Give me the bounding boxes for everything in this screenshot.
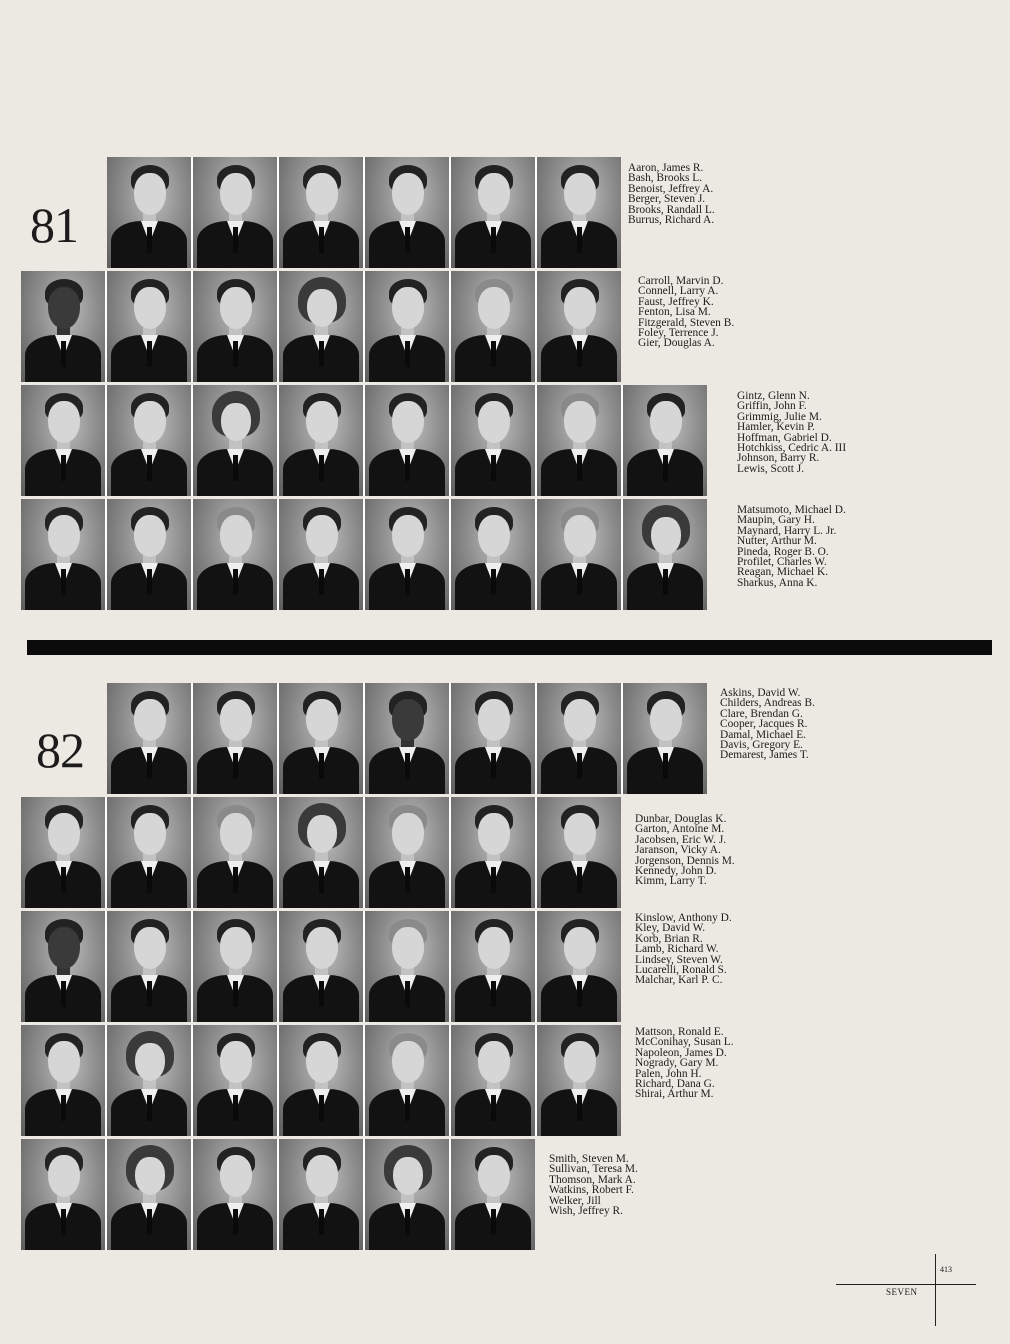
student-name: Jacobsen, Eric W. J. [635, 833, 727, 846]
portrait-tie [491, 455, 496, 481]
student-name: Griffin, John F. [737, 400, 807, 413]
portrait-tie [491, 227, 496, 253]
portrait-tie [491, 569, 496, 595]
student-portrait [107, 683, 191, 794]
student-name: Faust, Jeffrey K. [638, 295, 714, 308]
student-portrait [537, 797, 621, 908]
portrait-face [478, 699, 510, 741]
portrait-tie [147, 1209, 152, 1235]
student-portrait [21, 797, 105, 908]
student-name: Demarest, James T. [720, 749, 809, 762]
student-name: Dunbar, Douglas K. [635, 813, 727, 825]
portrait-tie [61, 867, 66, 893]
student-name: Connell, Larry A. [638, 285, 719, 298]
portrait-face [392, 927, 424, 969]
student-name: Davis, Gregory E. [720, 739, 803, 752]
portrait-face [392, 401, 424, 443]
student-portrait [193, 499, 277, 610]
student-portrait [451, 797, 535, 908]
photo-row [21, 797, 621, 908]
student-name: Korb, Brian R. [635, 932, 703, 945]
portrait-tie [233, 753, 238, 779]
class-year-label: 81 [30, 197, 78, 253]
name-list [635, 913, 732, 986]
student-name: Aaron, James R. [628, 162, 704, 174]
student-name: Nogrady, Gary M. [635, 1057, 719, 1070]
student-portrait [107, 499, 191, 610]
student-portrait [365, 1025, 449, 1136]
student-portrait [279, 911, 363, 1022]
portrait-face [564, 927, 596, 969]
student-portrait [279, 385, 363, 496]
student-portrait [365, 1139, 449, 1250]
portrait-face [48, 515, 80, 557]
portrait-face [392, 515, 424, 557]
portrait-face [134, 173, 166, 215]
student-portrait [21, 1139, 105, 1250]
student-name: Fitzgerald, Steven B. [638, 316, 735, 329]
portrait-tie [405, 455, 410, 481]
student-portrait [193, 797, 277, 908]
student-name: McConihay, Susan L. [635, 1036, 734, 1049]
student-portrait [537, 499, 621, 610]
portrait-face [478, 401, 510, 443]
portrait-face [478, 813, 510, 855]
folio-rule-vertical [935, 1254, 936, 1326]
portrait-tie [577, 227, 582, 253]
portrait-face [392, 173, 424, 215]
portrait-tie [147, 341, 152, 367]
portrait-face [650, 401, 682, 443]
student-portrait [279, 1139, 363, 1250]
portrait-face [220, 515, 252, 557]
portrait-tie [61, 569, 66, 595]
student-portrait [193, 1025, 277, 1136]
student-portrait [279, 797, 363, 908]
portrait-face [220, 813, 252, 855]
portrait-face [564, 699, 596, 741]
student-portrait [537, 911, 621, 1022]
student-name: Garton, Antoine M. [635, 823, 725, 836]
portrait-face [650, 699, 682, 741]
portrait-tie [491, 1095, 496, 1121]
portrait-face [306, 1041, 338, 1083]
student-name: Hoffman, Gabriel D. [737, 431, 832, 444]
student-name: Lucarelli, Ronald S. [635, 964, 727, 977]
student-portrait [365, 911, 449, 1022]
portrait-face [48, 927, 80, 969]
portrait-tie [405, 753, 410, 779]
student-portrait [451, 1139, 535, 1250]
student-name: Brooks, Randall L. [628, 203, 715, 216]
portrait-face [220, 699, 252, 741]
portrait-tie [319, 1095, 324, 1121]
student-portrait [365, 499, 449, 610]
student-name: Sullivan, Teresa M. [549, 1163, 638, 1176]
portrait-tie [405, 341, 410, 367]
student-name: Reagan, Michael K. [737, 566, 829, 579]
student-portrait [21, 499, 105, 610]
portrait-tie [319, 227, 324, 253]
photo-row [107, 683, 707, 794]
portrait-tie [61, 981, 66, 1007]
portrait-tie [147, 1095, 152, 1121]
portrait-tie [577, 569, 582, 595]
portrait-face [48, 287, 80, 329]
student-name: Kinslow, Anthony D. [635, 912, 732, 924]
portrait-face [564, 287, 596, 329]
student-portrait [365, 797, 449, 908]
portrait-tie [233, 341, 238, 367]
student-portrait [21, 385, 105, 496]
name-list [635, 1027, 734, 1100]
portrait-tie [233, 455, 238, 481]
portrait-tie [491, 981, 496, 1007]
student-portrait [279, 683, 363, 794]
student-portrait [365, 157, 449, 268]
portrait-face [564, 173, 596, 215]
student-name: Profilet, Charles W. [737, 556, 827, 569]
portrait-tie [233, 867, 238, 893]
student-name: Berger, Steven J. [628, 193, 706, 206]
portrait-face [134, 515, 166, 557]
photo-row [21, 1025, 621, 1136]
portrait-tie [61, 455, 66, 481]
portrait-tie [577, 455, 582, 481]
student-portrait [193, 271, 277, 382]
portrait-face [651, 517, 681, 555]
portrait-tie [405, 1209, 410, 1235]
portrait-face [392, 1041, 424, 1083]
portrait-face [48, 1041, 80, 1083]
portrait-tie [319, 341, 324, 367]
student-name: Clare, Brendan G. [720, 707, 803, 720]
student-name: Smith, Steven M. [549, 1153, 629, 1165]
portrait-face [135, 1157, 165, 1195]
student-name: Childers, Andreas B. [720, 697, 815, 710]
portrait-face [220, 173, 252, 215]
student-name: Gier, Douglas A. [638, 337, 715, 350]
portrait-face [564, 515, 596, 557]
student-portrait [107, 1025, 191, 1136]
student-name: Fenton, Lisa M. [638, 306, 711, 319]
portrait-face [307, 289, 337, 327]
photo-row [107, 157, 621, 268]
student-portrait [279, 499, 363, 610]
portrait-tie [405, 227, 410, 253]
portrait-face [306, 1155, 338, 1197]
student-portrait [537, 683, 621, 794]
student-name: Lewis, Scott J. [737, 462, 805, 475]
portrait-tie [233, 569, 238, 595]
portrait-face [306, 927, 338, 969]
student-name: Damal, Michael E. [720, 728, 807, 741]
portrait-face [307, 815, 337, 853]
name-list [720, 688, 815, 761]
portrait-face [478, 1041, 510, 1083]
portrait-tie [147, 753, 152, 779]
portrait-face [220, 1041, 252, 1083]
section-label: SEVEN [886, 1287, 918, 1297]
name-list [628, 163, 715, 225]
portrait-tie [61, 1209, 66, 1235]
name-list [737, 505, 846, 588]
student-portrait [451, 683, 535, 794]
student-portrait [107, 1139, 191, 1250]
student-name: Hamler, Kevin P. [737, 421, 815, 434]
portrait-tie [491, 1209, 496, 1235]
portrait-tie [577, 753, 582, 779]
portrait-face [306, 173, 338, 215]
student-portrait [365, 385, 449, 496]
portrait-tie [405, 867, 410, 893]
portrait-tie [577, 867, 582, 893]
portrait-tie [147, 981, 152, 1007]
portrait-face [393, 1157, 423, 1195]
portrait-face [134, 401, 166, 443]
student-portrait [537, 271, 621, 382]
student-portrait [451, 385, 535, 496]
student-portrait [451, 1025, 535, 1136]
student-name: Watkins, Robert F. [549, 1184, 634, 1197]
student-name: Kennedy, John D. [635, 865, 717, 878]
student-name: Hotchkiss, Cedric A. III [737, 442, 847, 455]
page-number: 413 [940, 1265, 952, 1274]
name-list [737, 391, 846, 474]
portrait-tie [147, 867, 152, 893]
student-name: Lamb, Richard W. [635, 943, 719, 956]
portrait-tie [61, 1095, 66, 1121]
student-portrait [193, 385, 277, 496]
student-name: Palen, John H. [635, 1067, 702, 1080]
student-name: Kimm, Larry T. [635, 875, 707, 888]
student-name: Sharkus, Anna K. [737, 576, 818, 589]
portrait-face [392, 699, 424, 741]
student-name: Carroll, Marvin D. [638, 275, 724, 287]
student-portrait [537, 157, 621, 268]
student-name: Lindsey, Steven W. [635, 953, 723, 966]
portrait-face [220, 927, 252, 969]
name-list [549, 1154, 638, 1216]
portrait-face [564, 1041, 596, 1083]
portrait-tie [491, 867, 496, 893]
folio-rule-horizontal [836, 1284, 976, 1285]
student-name: Gintz, Glenn N. [737, 390, 810, 402]
portrait-face [392, 813, 424, 855]
student-name: Pineda, Roger B. O. [737, 545, 829, 558]
portrait-face [478, 173, 510, 215]
portrait-face [478, 287, 510, 329]
portrait-tie [319, 455, 324, 481]
portrait-face [48, 401, 80, 443]
student-name: Richard, Dana G. [635, 1078, 715, 1091]
student-portrait [451, 157, 535, 268]
photo-row [21, 271, 621, 382]
student-name: Wish, Jeffrey R. [549, 1205, 623, 1218]
portrait-face [306, 401, 338, 443]
portrait-tie [147, 569, 152, 595]
student-name: Cooper, Jacques R. [720, 718, 808, 731]
portrait-tie [577, 981, 582, 1007]
student-portrait [365, 683, 449, 794]
student-portrait [623, 499, 707, 610]
portrait-tie [405, 569, 410, 595]
student-portrait [623, 385, 707, 496]
photo-row [21, 499, 707, 610]
portrait-face [220, 1155, 252, 1197]
student-portrait [107, 385, 191, 496]
student-portrait [21, 1025, 105, 1136]
student-name: Malchar, Karl P. C. [635, 974, 723, 987]
student-portrait [279, 271, 363, 382]
name-list [638, 276, 734, 349]
name-list [635, 814, 735, 887]
student-name: Kley, David W. [635, 922, 706, 935]
student-name: Jorgenson, Dennis M. [635, 854, 735, 867]
section-divider [27, 640, 992, 655]
portrait-face [134, 699, 166, 741]
portrait-face [134, 927, 166, 969]
portrait-tie [319, 867, 324, 893]
class-year-label: 82 [36, 722, 84, 778]
portrait-face [135, 1043, 165, 1081]
student-portrait [21, 271, 105, 382]
student-portrait [107, 797, 191, 908]
student-portrait [279, 157, 363, 268]
portrait-face [478, 1155, 510, 1197]
portrait-tie [663, 455, 668, 481]
portrait-tie [233, 1095, 238, 1121]
student-name: Maynard, Harry L. Jr. [737, 524, 837, 537]
portrait-face [221, 403, 251, 441]
portrait-face [48, 1155, 80, 1197]
portrait-tie [491, 341, 496, 367]
student-name: Foley, Terrence J. [638, 327, 719, 340]
portrait-face [306, 699, 338, 741]
student-portrait [107, 911, 191, 1022]
student-portrait [537, 385, 621, 496]
portrait-tie [147, 227, 152, 253]
portrait-tie [319, 753, 324, 779]
portrait-face [478, 515, 510, 557]
portrait-tie [491, 753, 496, 779]
portrait-tie [577, 1095, 582, 1121]
portrait-tie [147, 455, 152, 481]
portrait-tie [319, 569, 324, 595]
student-portrait [193, 157, 277, 268]
student-name: Matsumoto, Michael D. [737, 504, 846, 516]
student-name: Benoist, Jeffrey A. [628, 182, 714, 195]
photo-row [21, 385, 707, 496]
student-name: Jaranson, Vicky A. [635, 844, 721, 857]
student-name: Bash, Brooks L. [628, 172, 703, 185]
student-name: Mattson, Ronald E. [635, 1026, 724, 1038]
student-name: Askins, David W. [720, 687, 801, 699]
portrait-face [134, 813, 166, 855]
student-name: Johnson, Barry R. [737, 452, 820, 465]
portrait-tie [233, 1209, 238, 1235]
portrait-face [220, 287, 252, 329]
photo-row [21, 911, 621, 1022]
student-portrait [451, 499, 535, 610]
student-name: Thomson, Mark A. [549, 1173, 636, 1186]
portrait-face [48, 813, 80, 855]
student-name: Maupin, Gary H. [737, 514, 815, 527]
student-portrait [279, 1025, 363, 1136]
student-portrait [365, 271, 449, 382]
student-name: Welker, Jill [549, 1194, 601, 1207]
student-name: Grimmig, Julie M. [737, 410, 822, 423]
student-portrait [451, 911, 535, 1022]
student-portrait [107, 157, 191, 268]
portrait-tie [663, 753, 668, 779]
portrait-tie [663, 569, 668, 595]
student-name: Napoleon, James D. [635, 1046, 727, 1059]
student-portrait [107, 271, 191, 382]
portrait-tie [61, 341, 66, 367]
portrait-face [564, 813, 596, 855]
portrait-tie [405, 1095, 410, 1121]
portrait-tie [319, 981, 324, 1007]
photo-row [21, 1139, 535, 1250]
student-name: Shirai, Arthur M. [635, 1088, 714, 1101]
student-name: Nutter, Arthur M. [737, 535, 817, 548]
portrait-tie [577, 341, 582, 367]
portrait-face [306, 515, 338, 557]
portrait-face [478, 927, 510, 969]
portrait-tie [233, 981, 238, 1007]
portrait-face [392, 287, 424, 329]
student-portrait [451, 271, 535, 382]
student-portrait [21, 911, 105, 1022]
portrait-face [134, 287, 166, 329]
student-portrait [193, 911, 277, 1022]
student-name: Burrus, Richard A. [628, 214, 715, 227]
student-portrait [193, 683, 277, 794]
portrait-tie [405, 981, 410, 1007]
portrait-face [564, 401, 596, 443]
portrait-tie [233, 227, 238, 253]
portrait-tie [319, 1209, 324, 1235]
student-portrait [537, 1025, 621, 1136]
student-portrait [193, 1139, 277, 1250]
student-portrait [623, 683, 707, 794]
